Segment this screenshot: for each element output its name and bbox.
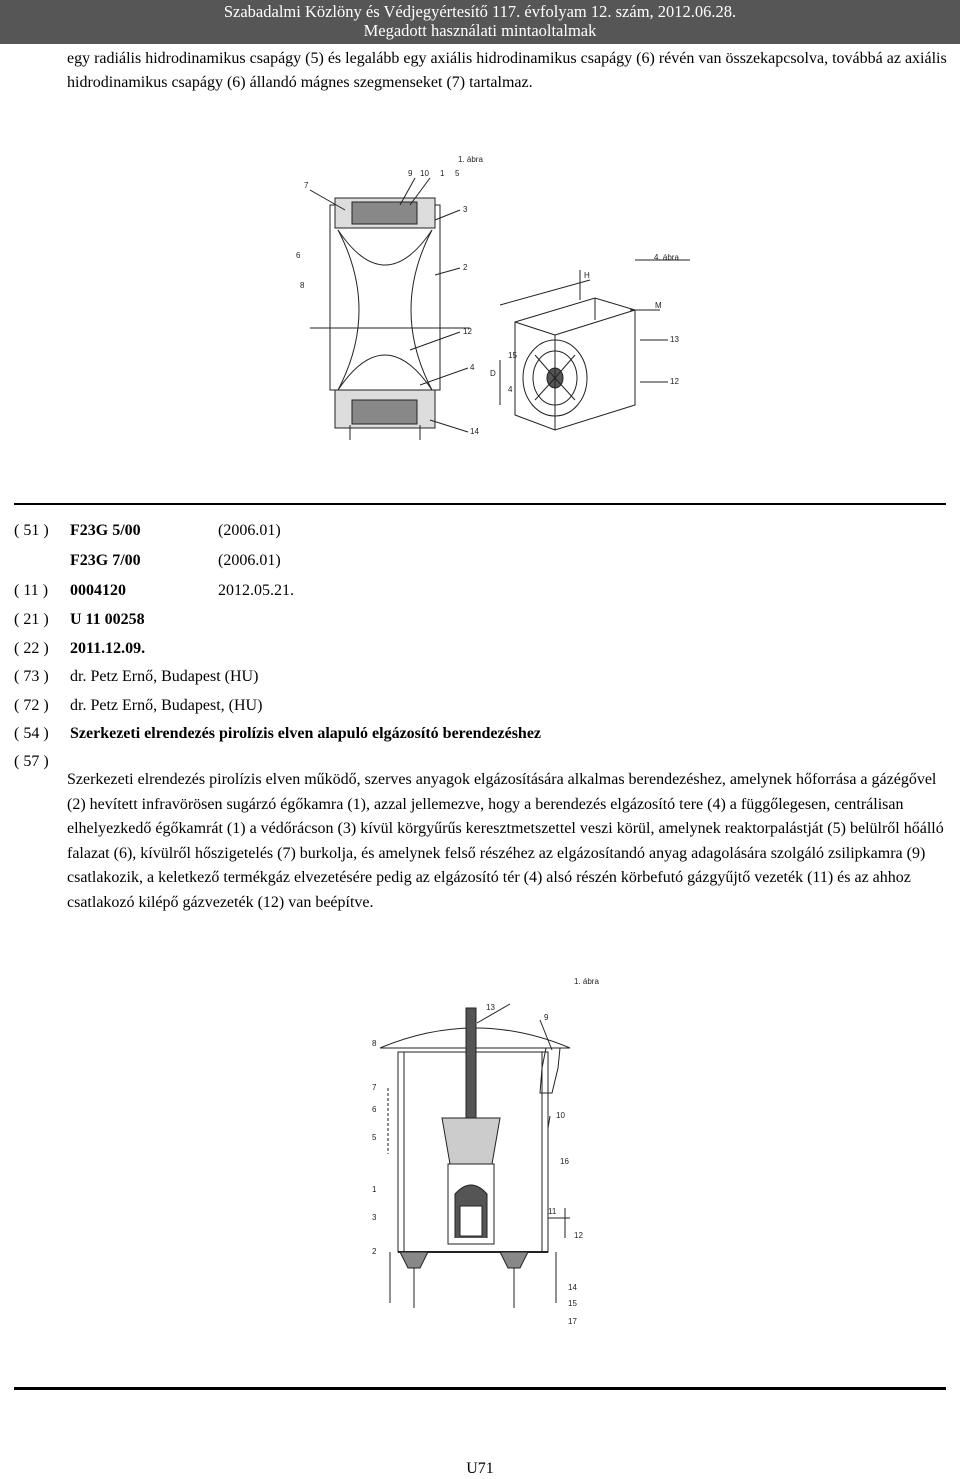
top-label-7: 7 (304, 181, 309, 190)
ipc-class: F23G 5/00 (70, 522, 141, 539)
section-divider-top (14, 503, 946, 505)
utility-model-title: Szerkezeti elrendezés pirolízis elven alapuló elgázosító berendezéshez (70, 725, 542, 742)
bottom-label-10: 10 (556, 1111, 565, 1120)
bottom-label-7: 7 (372, 1083, 377, 1092)
bottom-label-9: 9 (544, 1013, 549, 1022)
bottom-label-8: 8 (372, 1039, 377, 1048)
inid-code: ( 73 ) (14, 668, 49, 685)
top-label-2: 2 (463, 263, 468, 272)
bottom-label-5: 5 (372, 1133, 377, 1142)
top-figure-drawing (290, 150, 710, 450)
inid-code: ( 51 ) (14, 522, 49, 539)
inid-code: ( 72 ) (14, 697, 49, 714)
bottom-figure-drawing (360, 968, 600, 1338)
top-label-1: 1 (440, 169, 445, 178)
registration-number: 0004120 (70, 582, 126, 599)
application-number: U 11 00258 (70, 611, 145, 628)
page-number: U71 (466, 1460, 494, 1477)
bottom-label-17: 17 (568, 1317, 577, 1326)
bottom-label-2: 2 (372, 1247, 377, 1256)
registration-date: 2012.05.21. (218, 582, 294, 599)
bottom-fig-title: 1. ábra (574, 977, 599, 986)
bottom-label-14: 14 (568, 1283, 577, 1292)
section-divider-bottom (14, 1387, 946, 1390)
top-label-3: 3 (463, 205, 468, 214)
bottom-label-12: 12 (574, 1231, 583, 1240)
ipc-version: (2006.01) (218, 552, 281, 569)
bottom-label-6: 6 (372, 1105, 377, 1114)
bottom-label-1: 1 (372, 1185, 377, 1194)
owner: dr. Petz Ernő, Budapest (HU) (70, 668, 259, 685)
inid-code: ( 21 ) (14, 611, 49, 628)
top-label-D: D (490, 369, 496, 378)
abstract-paragraph: Szerkezeti elrendezés pirolízis elven működő, szerves anyagok elgázosítására alkalmas berendezéshez, amelynek hőforrása a gázégővel (2) hevített infravörösen sugárzó égőkamra (1), azzal jellemezve, hogy a berendezés elgázosító tere (4) a függőlegesen, centrálisan elhelyezkedő égőkamrát (1) a védőrácson (3) kívül körgyűrűs keresztmetszettel veszi körül, amelynek reaktorpalástját (5) belülről hőálló falazat (6), kívülről hőszigetelés (7) burkolja, és amelynek felső részéhez az elgázosítandó anyag adagolására szolgáló zsilipkamra (9) csatlakozik, a keletkező termékgáz elvezetésére pedig az elgázosító tér (4) alsó részén körbefutó gázgyűjtő vezeték (11) és az ahhoz csatlakozó kilépő gázvezeték (12) van beépítve. (67, 771, 944, 911)
top-fig1-title: 1. ábra (458, 155, 483, 164)
top-label-14: 14 (470, 427, 479, 436)
top-label-15: 15 (508, 351, 517, 360)
top-label-12: 12 (463, 327, 472, 336)
top-label-M: M (655, 301, 662, 310)
bottom-label-3: 3 (372, 1213, 377, 1222)
ipc-version: (2006.01) (218, 522, 281, 539)
top-label-13: 13 (670, 335, 679, 344)
ipc-class: F23G 7/00 (70, 552, 141, 569)
top-fig4-title: 4. ábra (654, 253, 679, 262)
top-label-H: H (584, 271, 590, 280)
bottom-label-13: 13 (486, 1003, 495, 1012)
inid-code: ( 22 ) (14, 640, 49, 657)
inid-code: ( 54 ) (14, 725, 49, 742)
journal-header (0, 0, 960, 44)
top-label-12b: 12 (670, 377, 679, 386)
top-label-6: 6 (296, 251, 301, 260)
intro-paragraph: egy radiális hidrodinamikus csapágy (5) és legalább egy axiális hidrodinamikus csapágy (6) révén van összekapcsolva, továbbá az axiális hidrodinamikus csapágy (6) állandó mágnes szegmenseket (7) tartalmaz. (67, 50, 947, 91)
top-label-10: 10 (420, 169, 429, 178)
journal-title: Szabadalmi Közlöny és Védjegyértesítő 117. évfolyam 12. szám, 2012.06.28. (223, 2, 737, 21)
bottom-label-16: 16 (560, 1157, 569, 1166)
section-title: Megadott használati mintaoltalmak (363, 21, 597, 40)
filing-date: 2011.12.09. (70, 640, 146, 657)
top-label-9: 9 (408, 169, 413, 178)
inid-code: ( 57 ) (14, 753, 49, 770)
top-label-4b: 4 (508, 385, 513, 394)
top-label-4: 4 (470, 363, 475, 372)
top-label-8: 8 (300, 281, 305, 290)
top-figure (290, 150, 710, 450)
top-label-5: 5 (455, 169, 460, 178)
inventor: dr. Petz Ernő, Budapest, (HU) (70, 697, 263, 714)
bottom-label-11: 11 (548, 1207, 557, 1216)
bottom-figure (360, 968, 600, 1338)
inid-code: ( 11 ) (14, 582, 49, 599)
bottom-label-15: 15 (568, 1299, 577, 1308)
